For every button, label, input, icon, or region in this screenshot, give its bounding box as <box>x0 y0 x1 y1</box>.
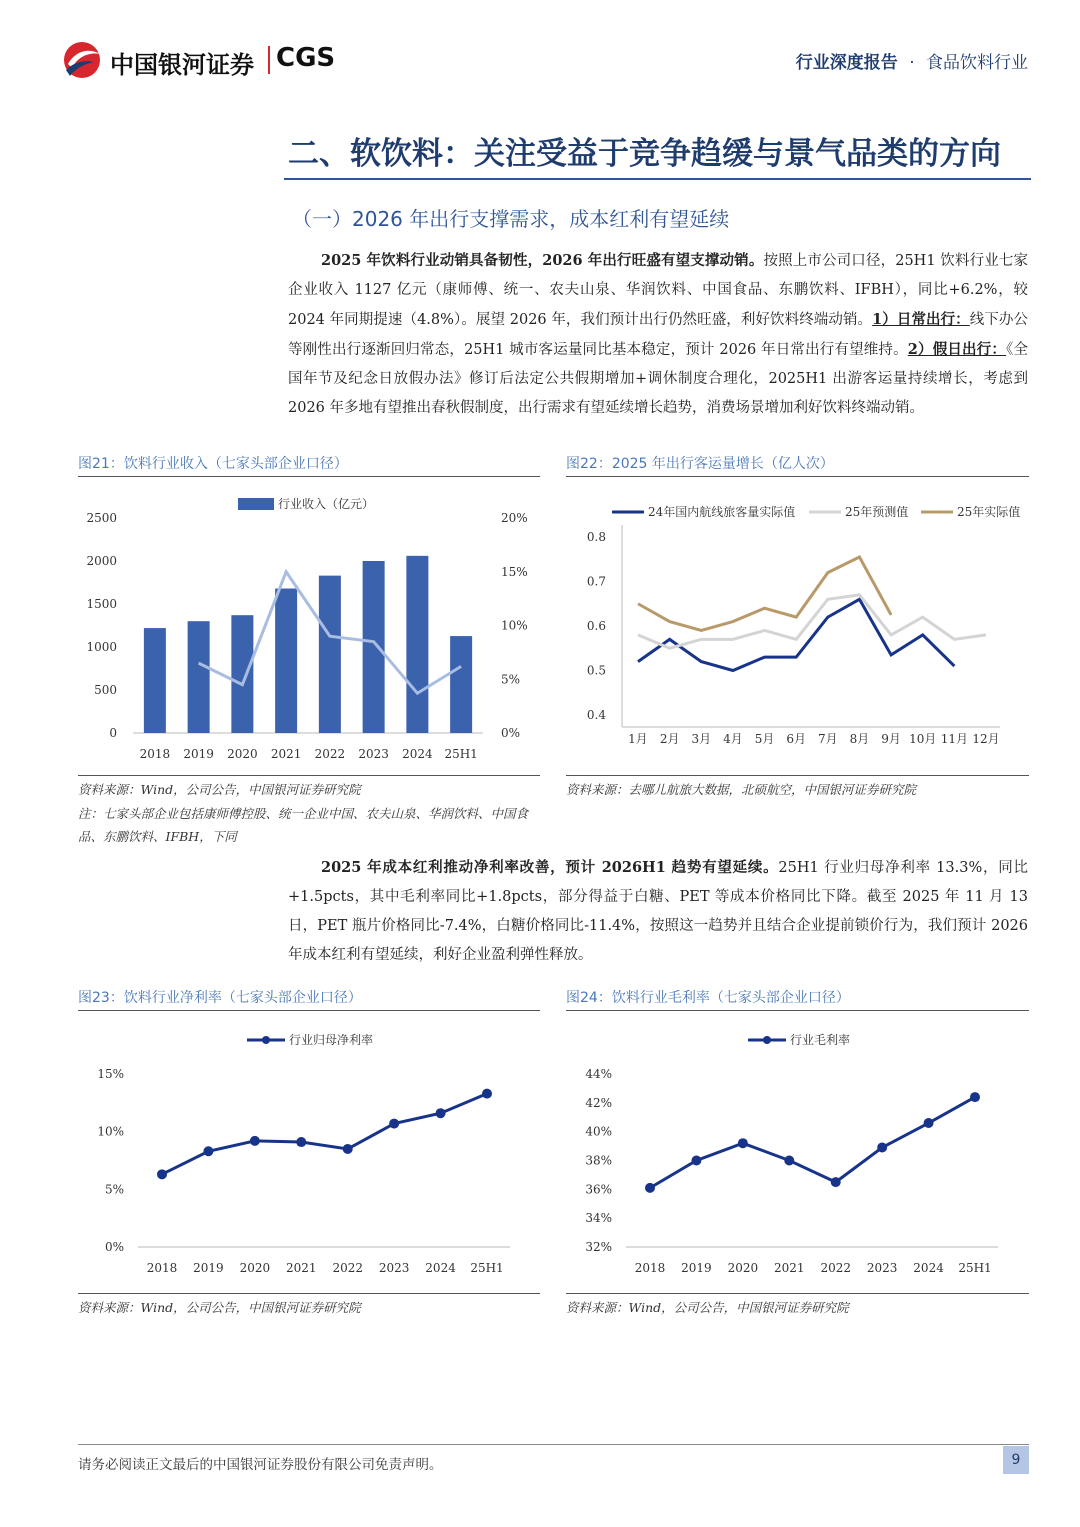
fig24-title: 图24：饮料行业毛利率（七家头部企业口径） <box>566 990 850 1006</box>
fig24-ytick-label: 44% <box>585 1067 612 1081</box>
fig21-title: 图21：饮料行业收入（七家头部企业口径） <box>78 456 348 472</box>
fig24-data-point <box>831 1177 841 1187</box>
fig22-title: 图22：2025 年出行客运量增长（亿人次） <box>566 456 834 472</box>
fig23-xtick-label: 2022 <box>332 1261 363 1275</box>
logo <box>60 40 104 80</box>
fig22-xtick-label: 7月 <box>817 732 838 746</box>
page-number: 9 <box>1003 1446 1029 1474</box>
fig21-ytick-label: 0 <box>109 726 117 740</box>
fig23-data-point <box>389 1119 399 1129</box>
fig21-xtick-label: 2023 <box>358 747 389 761</box>
fig21-source: 资料来源：Wind，公司公告，中国银河证券研究院 <box>78 782 361 797</box>
fig21-y2tick-label: 15% <box>501 564 528 579</box>
fig22-series-line <box>638 599 954 670</box>
fig23-data-point <box>343 1144 353 1154</box>
fig22-series-line <box>638 595 986 648</box>
fig24-xtick-label: 2019 <box>681 1261 712 1275</box>
fig24-ytick-label: 42% <box>585 1095 612 1110</box>
fig22-ytick-label: 0.6 <box>586 619 606 633</box>
fig22-ytick-label: 0.8 <box>586 530 606 544</box>
fig24-ytick-label: 40% <box>585 1124 612 1139</box>
fig21-xtick-label: 2022 <box>314 747 346 761</box>
fig23-xtick-label: 2020 <box>239 1261 271 1275</box>
fig23-xtick-label: 2019 <box>193 1261 224 1275</box>
fig21-xtick-label: 2018 <box>139 747 171 761</box>
fig22-legend-label: 25年实际值 <box>957 505 1021 519</box>
fig23-series-line <box>162 1094 487 1175</box>
fig21-ytick-label: 2000 <box>86 554 117 568</box>
fig23-data-point <box>296 1137 306 1147</box>
fig22-xtick-label: 3月 <box>691 732 712 746</box>
para1-text2: 线下办公等刚性出行逐渐回归常态，25H1 城市客运量同比基本稳定，预计 2026 年日常出行有望维持。 <box>288 312 1029 358</box>
fig21-bar <box>450 636 472 733</box>
fig24-data-point <box>784 1156 794 1166</box>
logo-icon <box>60 40 104 80</box>
fig23-legend-label: 行业归母净利率 <box>289 1033 374 1047</box>
fig24-bottom-rule <box>566 1293 1029 1294</box>
fig23-ytick-label: 0% <box>104 1240 124 1254</box>
fig24-xtick-label: 2023 <box>866 1261 898 1275</box>
fig21-ytick-label: 2500 <box>86 511 117 525</box>
fig24-data-point <box>877 1143 887 1153</box>
fig22-xtick-label: 11月 <box>940 732 969 746</box>
paragraph-1 <box>288 246 1028 423</box>
footer-disclaimer: 请务必阅读正文最后的中国银河证券股份有限公司免责声明。 <box>78 1457 443 1473</box>
fig24-ytick-label: 34% <box>585 1211 612 1226</box>
fig22-xtick-label: 1月 <box>628 732 648 746</box>
fig21-xtick-label: 2020 <box>227 747 258 761</box>
fig21-chart <box>78 480 540 775</box>
fig22-xtick-label: 9月 <box>881 732 901 746</box>
fig21-ytick-label: 500 <box>94 683 117 697</box>
fig23-xtick-label: 25H1 <box>470 1261 504 1275</box>
fig22-xtick-label: 4月 <box>723 732 743 746</box>
fig21-xtick-label: 2024 <box>402 747 433 761</box>
fig21-legend-swatch <box>238 498 274 510</box>
report-type: 行业深度报告 <box>795 53 898 73</box>
fig21-xtick-label: 25H1 <box>444 747 478 761</box>
fig23-xtick-label: 2021 <box>286 1261 317 1275</box>
header-separator: · <box>909 53 915 73</box>
company-name: 中国银河证券 <box>110 51 254 79</box>
fig21-top-rule <box>78 476 540 477</box>
fig22-xtick-label: 12月 <box>972 732 1000 746</box>
fig24-data-point <box>970 1092 980 1102</box>
fig21-ytick-label: 1500 <box>86 597 117 611</box>
fig24-series-line <box>650 1097 975 1188</box>
fig21-bar <box>406 556 428 733</box>
fig21-bottom-rule <box>78 775 540 776</box>
fig21-bar <box>231 615 253 733</box>
fig21-y2tick-label: 0% <box>501 726 521 740</box>
fig24-ytick-label: 32% <box>585 1240 612 1254</box>
fig24-source: 资料来源：Wind，公司公告，中国银河证券研究院 <box>566 1300 849 1315</box>
fig23-legend-marker <box>262 1036 270 1044</box>
fig23-data-point <box>203 1146 213 1156</box>
fig23-data-point <box>482 1089 492 1099</box>
fig22-xtick-label: 5月 <box>754 732 775 746</box>
fig24-xtick-label: 2022 <box>820 1261 851 1275</box>
fig22-xtick-label: 8月 <box>849 732 870 746</box>
brand-name: CGS <box>276 43 336 73</box>
fig21-ytick-label: 1000 <box>86 640 117 654</box>
fig21-bar <box>144 628 166 733</box>
fig21-xtick-label: 2019 <box>183 747 214 761</box>
fig24-data-point <box>691 1156 701 1166</box>
fig23-bottom-rule <box>78 1293 540 1294</box>
fig22-legend-label: 24年国内航线旅客量实际值 <box>648 505 796 519</box>
fig24-xtick-label: 2018 <box>634 1261 666 1275</box>
fig23-ytick-label: 5% <box>104 1182 124 1197</box>
fig23-chart <box>78 1014 540 1292</box>
fig23-data-point <box>157 1169 167 1179</box>
fig24-xtick-label: 2020 <box>727 1261 759 1275</box>
fig23-xtick-label: 2023 <box>378 1261 410 1275</box>
logo-divider <box>268 46 270 74</box>
fig22-legend-label: 25年预测值 <box>845 505 909 519</box>
fig21-y2tick-label: 20% <box>501 511 528 525</box>
section-title: 二、软饮料：关注受益于竞争趋缓与景气品类的方向 <box>288 136 1001 172</box>
fig24-legend-label: 行业毛利率 <box>790 1033 851 1047</box>
fig21-y2tick-label: 5% <box>501 672 521 687</box>
fig22-series-line <box>638 557 891 630</box>
fig23-xtick-label: 2024 <box>425 1261 456 1275</box>
fig22-xtick-label: 6月 <box>786 732 807 746</box>
fig24-top-rule <box>566 1010 1029 1011</box>
fig24-chart <box>566 1014 1029 1292</box>
fig24-xtick-label: 2024 <box>913 1261 944 1275</box>
fig22-source: 资料来源：去哪儿航旅大数据，北硕航空，中国银河证券研究院 <box>566 782 917 797</box>
fig21-legend-label: 行业收入（亿元） <box>278 497 375 511</box>
para1-lead: 2025 年饮料行业动销具备韧性，2026 年出行旺盛有望支撑动销。 <box>321 252 764 269</box>
para1-underline-2: 2）假日出行： <box>907 341 1007 358</box>
para2-text: 25H1 行业归母净利率 13.3%，同比+1.5pcts，其中毛利率同比+1.8pcts，部分得益于白糖、PET 等成本价格同比下降。截至 2025 年 11 月 13 日，PET 瓶片价格同比-7.4%，白糖价格同比-11.4%，按照这一趋势并且结合企业提前锁价行为，我们预计 2026 年成本红利有望延续，利好企业盈利弹性释放。 <box>288 860 1028 963</box>
fig21-bar <box>363 561 385 733</box>
fig22-ytick-label: 0.4 <box>586 708 606 722</box>
fig24-data-point <box>738 1138 748 1148</box>
industry-name: 食品饮料行业 <box>926 53 1028 73</box>
paragraph-2 <box>288 853 1028 970</box>
fig21-bar <box>319 576 341 733</box>
fig21-note: 注：七家头部企业包括康师傅控股、统一企业中国、农夫山泉、华润饮料、中国食品、东鹏饮料、IFBH，下同 <box>78 806 529 844</box>
fig24-legend-marker <box>763 1036 771 1044</box>
fig23-xtick-label: 2018 <box>146 1261 178 1275</box>
fig23-ytick-label: 15% <box>97 1067 124 1081</box>
fig22-bottom-rule <box>566 775 1029 776</box>
fig24-data-point <box>924 1118 934 1128</box>
fig22-xtick-label: 2月 <box>659 732 680 746</box>
fig22-ytick-label: 0.7 <box>586 574 606 589</box>
fig22-xtick-label: 10月 <box>909 732 937 746</box>
fig22-ytick-label: 0.5 <box>586 663 606 678</box>
para1-underline-1: 1）日常出行： <box>872 311 970 328</box>
para1-text3: 《全国年节及纪念日放假办法》修订后法定公共假期增加+调休制度合理化，2025H1 出游客运量持续增长，考虑到 2026 年多地有望推出春秋假制度，出行需求有望延续增长趋势，消费场景增加利好饮料终端动销。 <box>288 342 1029 416</box>
fig21-bar <box>188 621 210 733</box>
fig21-bar <box>275 589 297 733</box>
section-title-rule <box>284 178 1031 180</box>
report-header <box>796 48 1028 73</box>
para1-text1: 按照上市公司口径，25H1 饮料行业七家企业收入 1127 亿元（康师傅、统一、农夫山泉、华润饮料、中国食品、东鹏饮料、IFBH），同比+6.2%，较 2024 年同期提速（4.8%）。展望 2026 年，我们预计出行仍然旺盛，利好饮料终端动销。 <box>288 253 1029 328</box>
fig23-data-point <box>436 1108 446 1118</box>
fig24-ytick-label: 36% <box>585 1182 612 1197</box>
fig24-xtick-label: 25H1 <box>958 1261 992 1275</box>
footer-rule <box>78 1444 1029 1445</box>
fig23-top-rule <box>78 1010 540 1011</box>
fig21-xtick-label: 2021 <box>270 747 302 761</box>
fig22-chart <box>566 480 1029 775</box>
section-subtitle: （一）2026 年出行支撑需求，成本红利有望延续 <box>292 207 730 231</box>
fig21-y2tick-label: 10% <box>501 618 528 633</box>
fig23-data-point <box>250 1136 260 1146</box>
fig24-data-point <box>645 1183 655 1193</box>
fig22-top-rule <box>566 476 1029 477</box>
fig23-source: 资料来源：Wind，公司公告，中国银河证券研究院 <box>78 1300 361 1315</box>
para2-lead: 2025 年成本红利推动净利率改善，预计 2026H1 趋势有望延续。 <box>321 859 779 876</box>
fig24-xtick-label: 2021 <box>774 1261 805 1275</box>
fig24-ytick-label: 38% <box>585 1153 612 1168</box>
fig23-ytick-label: 10% <box>97 1124 124 1139</box>
fig23-title: 图23：饮料行业净利率（七家头部企业口径） <box>78 990 362 1006</box>
